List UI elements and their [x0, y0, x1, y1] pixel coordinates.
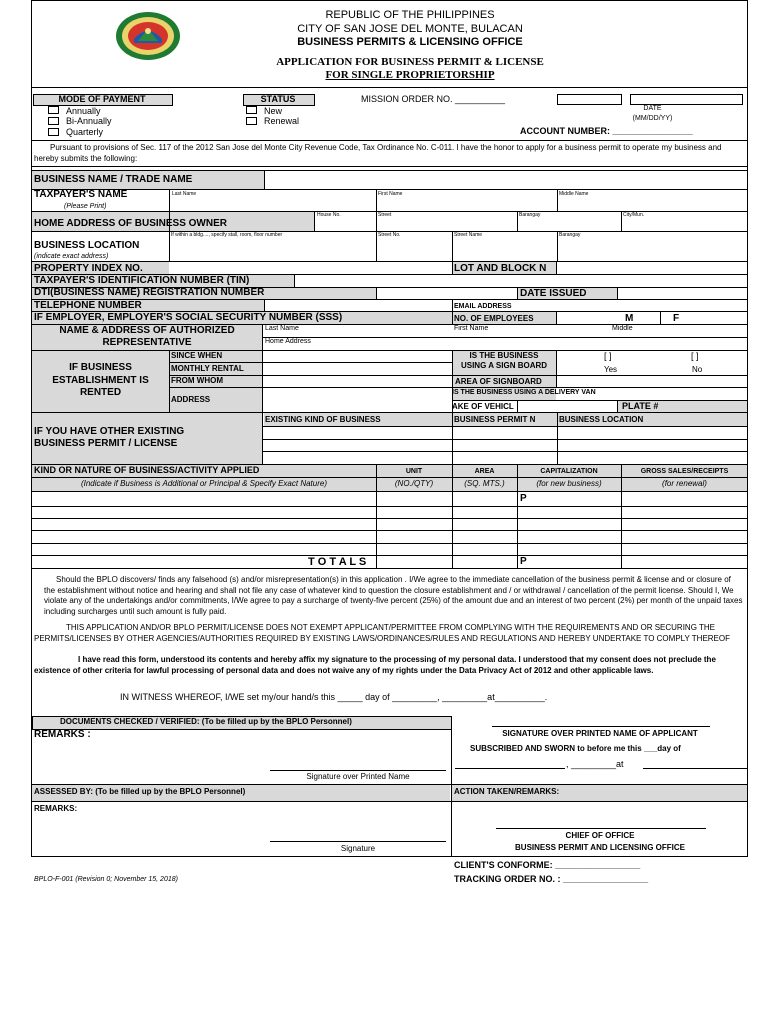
middle-name-label: Middle Name — [559, 191, 589, 197]
sss-label: IF EMPLOYER, EMPLOYER'S SOCIAL SECURITY NUMBER (SSS) — [34, 312, 343, 323]
house-no-label: House No. — [317, 212, 341, 218]
date-box-1[interactable] — [557, 94, 622, 105]
documents-checked-label: DOCUMENTS CHECKED / VERIFIED: (To be filled up by the BPLO Personnel) — [60, 717, 352, 726]
auth-rep-label-2: REPRESENTATIVE — [102, 337, 192, 348]
business-location-label: BUSINESS LOCATION — [34, 240, 140, 251]
header-office: BUSINESS PERMITS & LICENSING OFFICE — [297, 36, 523, 48]
auth-rep-label-1: NAME & ADDRESS OF AUTHORIZED — [59, 325, 235, 336]
sign-board-no-checkbox[interactable]: [ ] — [691, 351, 699, 361]
taxpayer-name-input[interactable] — [170, 198, 747, 211]
barangay-label-2: Barangay — [559, 232, 581, 238]
other-permit-label-1: IF YOU HAVE OTHER EXISTING — [34, 426, 185, 437]
sign-board-yes-checkbox[interactable]: [ ] — [604, 351, 612, 361]
street-name-label: Street Name — [454, 232, 483, 238]
sign-board-label-2: USING A SIGN BOARD — [460, 361, 548, 370]
assessor-signature-label: Signature — [340, 844, 376, 853]
make-vehicle-label: AKE OF VEHICL — [452, 402, 514, 411]
rep-last-name-label: Last Name — [265, 325, 299, 332]
no-employees-label: NO. OF EMPLOYEES — [454, 314, 534, 323]
date-label: DATE — [643, 105, 662, 112]
delivery-van-label: IS THE BUSINESS USING A DELIVERY VAN — [452, 389, 596, 396]
assessment-remarks-input[interactable] — [34, 815, 444, 841]
remarks2-label: REMARKS: — [34, 804, 78, 813]
gross-sales-note: (for renewal) — [662, 479, 707, 488]
dti-label: DTI(BUSINESS NAME) REGISTRATION NUMBER — [34, 287, 265, 298]
kind-of-business-note: (Indicate if Business is Additional or Principal & Specify Exact Nature) — [80, 479, 328, 488]
mission-order-field[interactable]: MISSION ORDER NO. __________ — [361, 94, 506, 104]
sworn-at-text: , _________at — [566, 759, 624, 769]
bi-annually-checkbox[interactable] — [48, 117, 59, 125]
taxpayer-name-label: TAXPAYER'S NAME — [34, 189, 128, 200]
clients-conforme-field[interactable]: CLIENT'S CONFORME: _________________ — [454, 860, 641, 870]
capitalization-note: (for new business) — [536, 479, 602, 488]
please-print-note: (Please Print) — [64, 203, 107, 210]
date-issued-label: DATE ISSUED — [520, 288, 587, 299]
date-format-label: (MM/DD/YY) — [632, 115, 673, 122]
totals-peso-sign: P — [520, 556, 527, 567]
no-label: No — [692, 365, 703, 374]
home-address-label: HOME ADDRESS OF BUSINESS OWNER — [34, 218, 227, 229]
date-box-2[interactable] — [630, 94, 743, 105]
applicant-signature-label: SIGNATURE OVER PRINTED NAME OF APPLICANT — [502, 729, 698, 738]
remarks-label: REMARKS : — [34, 729, 91, 740]
unit-note: (NO./QTY) — [394, 479, 434, 488]
new-checkbox[interactable] — [246, 106, 257, 114]
area-signboard-label: AREA OF SIGNBOARD — [455, 377, 542, 386]
existing-kind-label: EXISTING KIND OF BUSINESS — [265, 415, 381, 424]
tin-label: TAXPAYER'S IDENTIFICATION NUMBER (TIN) — [34, 275, 250, 286]
tracking-order-field[interactable]: TRACKING ORDER NO. : _________________ — [454, 874, 649, 884]
rep-home-address-label: Home Address — [265, 338, 311, 345]
header-city: CITY OF SAN JOSE DEL MONTE, BULACAN — [297, 23, 523, 35]
capitalization-header: CAPITALIZATION — [540, 468, 598, 475]
status-label: STATUS — [260, 94, 296, 104]
email-label: EMAIL ADDRESS — [454, 303, 512, 310]
monthly-rental-label: MONTHLY RENTAL — [171, 364, 244, 373]
telephone-label: TELEPHONE NUMBER — [34, 300, 142, 311]
from-whom-label: FROM WHOM — [171, 376, 223, 385]
first-name-label: First Name — [378, 191, 403, 197]
male-label: M — [625, 313, 634, 324]
business-name-label: BUSINESS NAME / TRADE NAME — [34, 174, 193, 185]
existing-business-location-label: BUSINESS LOCATION — [559, 415, 644, 424]
within-bldg-label: If within a bldg...., specify stall, room, floor number — [171, 232, 283, 238]
street-label: Street — [378, 212, 392, 218]
area-header: AREA — [474, 468, 495, 475]
female-label: F — [673, 313, 680, 324]
form-code: BPLO-F-001 (Revision 0; November 15, 2018) — [34, 876, 178, 883]
form-subtitle: FOR SINGLE PROPRIETORSHIP — [325, 69, 495, 81]
mode-of-payment-label: MODE OF PAYMENT — [58, 94, 146, 104]
quarterly-label: Quarterly — [66, 127, 104, 137]
unit-header: UNIT — [405, 468, 423, 475]
lot-block-label: LOT AND BLOCK N — [454, 263, 547, 274]
yes-label: Yes — [604, 365, 618, 374]
other-permit-label-2: BUSINESS PERMIT / LICENSE — [34, 438, 178, 449]
street-no-label: Street No. — [378, 232, 401, 238]
header-republic: REPUBLIC OF THE PHILIPPINES — [325, 9, 495, 21]
city-mun-label: City/Mun. — [623, 212, 645, 218]
if-rented-label-3: RENTED — [79, 387, 122, 398]
chief-of-office-label: CHIEF OF OFFICE — [565, 831, 635, 840]
barangay-label: Barangay — [519, 212, 541, 218]
intro-paragraph: Pursuant to provisions of Sec. 117 of the 2012 San Jose del Monte City Revenue Code, Tax Ordinance No. C-011. I have the honor to apply for a business permit to operate my business and hereby submits the following: — [34, 143, 722, 163]
quarterly-checkbox[interactable] — [48, 128, 59, 136]
declaration-paragraph-1: Should the BPLO discovers/ finds any falsehood (s) and/or misrepresentation(s) in this application . I/We agree to the immediate cancellation of the business permit & license and or closure of the establishment without notice and hearing and shall not file any case of whatever kind to question the closure establishment and / or withdrawal / cancellation of the permit license. Should I, We violate any of the undertakings and/or commitments, I/We agree to pay a surcharge of twenty-five percent (25%) of the amount due and an interest of two percent (2%) per month of the unpaid taxes including surcharges until such amount is fully paid. — [44, 575, 743, 616]
bi-annually-label: Bi-Annually — [66, 116, 112, 126]
action-taken-label: ACTION TAKEN/REMARKS: — [454, 787, 560, 796]
witness-line: IN WITNESS WHEREOF, I/WE set my/our hand/s this _____ day of _________, _________at__________. — [120, 692, 548, 702]
capitalization-peso-sign: P — [520, 493, 527, 504]
annually-checkbox[interactable] — [48, 106, 59, 114]
plate-label: PLATE # — [622, 401, 659, 411]
sign-board-label-1: IS THE BUSINESS — [469, 351, 539, 360]
last-name-label: Last Name — [172, 191, 197, 197]
city-seal-logo — [114, 11, 182, 61]
account-number-field[interactable]: ACCOUNT NUMBER: ________________ — [520, 126, 693, 136]
business-name-input[interactable] — [265, 171, 747, 189]
assessed-by-label: ASSESSED BY: (To be filled up by the BPLO Personnel) — [34, 787, 246, 796]
if-rented-label-1: IF BUSINESS — [69, 362, 132, 373]
bplo-office-label: BUSINESS PERMIT AND LICENSING OFFICE — [515, 843, 685, 852]
gross-sales-header: GROSS SALES/RECEIPTS — [640, 468, 729, 475]
business-permit-no-label: BUSINESS PERMIT N — [454, 415, 536, 424]
privacy-consent-paragraph: I have read this form, understood its contents and hereby affix my signature to the processing of my personal data. I understood that my consent does not preclude the existence of other criteria for lawful processing of personal data and does not waive any of my rights under the Data Privacy Act of 2012 and other applicable laws. — [34, 655, 716, 675]
sig-printed-name-label: Signature over Printed Name — [306, 772, 410, 781]
annually-label: Annually — [66, 106, 101, 116]
if-rented-label-2: ESTABLISHMENT IS — [52, 375, 149, 386]
rep-first-name-label: First Name — [454, 325, 489, 332]
rental-address-label: ADDRESS — [171, 395, 211, 404]
indicate-exact-note: (indicate exact address) — [34, 253, 109, 260]
area-note: (SQ. MTS.) — [464, 479, 505, 488]
renewal-label: Renewal — [264, 116, 300, 126]
totals-label: T O T A L S — [308, 556, 367, 568]
property-index-label: PROPERTY INDEX NO. — [34, 263, 143, 274]
new-label: New — [264, 106, 283, 116]
subscribed-sworn-text: SUBSCRIBED AND SWORN to before me this ___day of — [470, 744, 681, 753]
kind-of-business-header: KIND OR NATURE OF BUSINESS/ACTIVITY APPLIED — [34, 465, 260, 475]
since-when-label: SINCE WHEN — [171, 351, 223, 360]
renewal-checkbox[interactable] — [246, 117, 257, 125]
remarks-input[interactable] — [34, 742, 444, 770]
declaration-paragraph-2: THIS APPLICATION AND/OR BPLO PERMIT/LICENSE DOES NOT EXEMPT APPLICANT/PERMITTEE FROM COMPLYING WITH THE REQUIREMENTS AND OR SECURING THE PERMITS/LICENSES BY OTHER AGENCIES/AUTHORITIES REQUIRED BY EXISTING LAWS/ORDINANCES/RULES AND REGULATIONS AND HEREBY UNDERTAKE TO COMPLY THEREOF — [34, 623, 731, 643]
form-title: APPLICATION FOR BUSINESS PERMIT & LICENSE — [276, 56, 544, 68]
rep-middle-label: Middle — [612, 325, 633, 332]
